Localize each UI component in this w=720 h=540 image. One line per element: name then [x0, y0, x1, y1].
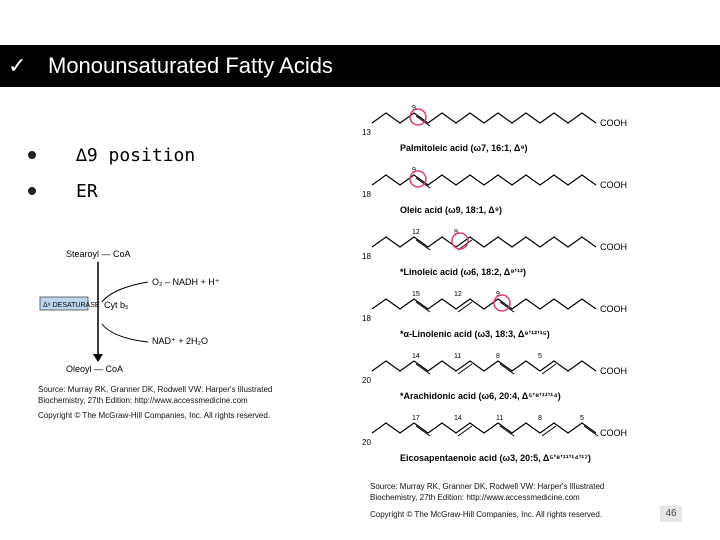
copyright-text: Copyright © The McGraw-Hill Companies, Inc. All rights reserved. — [38, 411, 271, 420]
fatty-acid-structures — [360, 95, 660, 475]
o2-arrow — [102, 282, 148, 302]
position-label: 14 — [412, 353, 420, 360]
carbon-number: 13 — [362, 128, 371, 137]
nad-label: NAD⁺ + 2H₂O — [152, 336, 209, 346]
source-citation: Source: Murray RK, Granner DK, Rodwell VW: Harper's Illustrated Biochemistry, 27th Edition: http://www.accessmedicine.com Copyright © The McGraw-Hill Companies, Inc. All rights reserved. — [370, 481, 660, 520]
carbon-number: 20 — [362, 438, 371, 447]
title-bar — [0, 45, 720, 87]
position-label: 14 — [454, 415, 462, 422]
bullet-dot-icon — [28, 151, 36, 159]
page-number: 46 — [660, 506, 682, 522]
fatty-acid-row — [362, 229, 627, 277]
fatty-acid-row — [362, 167, 627, 215]
fatty-acid-row — [362, 353, 627, 401]
carbon-number: 18 — [362, 190, 371, 199]
carbon-chain — [372, 361, 596, 371]
double-bond — [416, 302, 430, 312]
source-citation: Source: Murray RK, Granner DK, Rodwell VW: Harper's Illustrated Biochemistry, 27th Edition: http://www.accessmedicine.com Copyright © The McGraw-Hill Companies, Inc. All rights reserved. — [38, 384, 338, 421]
o2-nadh-label: O₂ – NADH + H⁺ — [152, 277, 220, 287]
double-bond — [458, 364, 472, 374]
oleoyl-label: Oleoyl — CoA — [66, 364, 124, 374]
desaturase-diagram — [38, 240, 338, 375]
double-bond — [416, 426, 430, 436]
bullet-text: ∆9 position — [76, 144, 196, 166]
desaturase-label: Δ⁹ DESATURASE — [43, 302, 100, 309]
checkmark-icon: ✓ — [8, 53, 27, 78]
bullet-dot-icon — [28, 187, 36, 195]
position-label: 11 — [454, 353, 462, 360]
cooh-label: COOH — [600, 118, 627, 128]
fatty-acid-name: Eicosapentaenoic acid (ω3, 20:5, Δ⁵ʼ⁸ʼ¹¹ʼ¹⁴ʼ¹⁷) — [400, 453, 591, 463]
cytb5-label: Cyt b₅ — [104, 300, 129, 310]
position-label: 12 — [412, 229, 420, 236]
fatty-acid-name: *Arachidonic acid (ω6, 20:4, Δ⁵ʼ⁸ʼ¹¹ʼ¹⁴) — [400, 391, 561, 401]
carbon-chain — [372, 113, 596, 123]
position-label: 9 — [454, 229, 458, 236]
cooh-label: COOH — [600, 366, 627, 376]
double-bond — [584, 426, 598, 436]
double-bond — [542, 364, 556, 374]
fatty-acids-figure — [360, 95, 660, 519]
bullet-item — [28, 137, 195, 173]
bullet-text: ER — [76, 180, 98, 202]
position-label: 5 — [538, 353, 542, 360]
fatty-acid-name: Oleic acid (ω9, 18:1, Δ⁹) — [400, 205, 503, 215]
position-label: 8 — [538, 415, 542, 422]
slide-title: Monounsaturated Fatty Acids — [48, 53, 333, 78]
position-label: 11 — [496, 415, 504, 422]
position-label: 12 — [454, 291, 462, 298]
arrowhead-icon — [93, 354, 103, 362]
position-label: 9 — [496, 291, 500, 298]
position-label: 9 — [412, 105, 416, 112]
bullet-item — [28, 173, 195, 209]
carbon-chain — [372, 299, 596, 309]
fatty-acid-row — [362, 415, 627, 463]
cooh-label: COOH — [600, 180, 627, 190]
carbon-number: 18 — [362, 252, 371, 261]
double-bond — [458, 426, 472, 436]
carbon-number: 18 — [362, 314, 371, 323]
position-label: 15 — [412, 291, 420, 298]
double-bond — [416, 240, 430, 250]
delta9-highlight — [452, 233, 468, 249]
carbon-number: 20 — [362, 376, 371, 385]
bullet-list — [28, 137, 195, 209]
stearoyl-label: Stearoyl — CoA — [66, 249, 131, 259]
double-bond — [458, 302, 472, 312]
carbon-chain — [372, 237, 596, 247]
double-bond — [542, 426, 556, 436]
fatty-acid-row — [362, 105, 627, 153]
nad-arrow — [102, 324, 148, 342]
cooh-label: COOH — [600, 304, 627, 314]
position-label: 9 — [412, 167, 416, 174]
fatty-acid-name: *Linoleic acid (ω6, 18:2, Δ⁹ʼ¹²) — [400, 267, 527, 277]
fatty-acid-name: Palmitoleic acid (ω7, 16:1, Δ⁹) — [400, 143, 528, 153]
position-label: 17 — [412, 415, 420, 422]
carbon-chain — [372, 175, 596, 185]
double-bond — [500, 364, 514, 374]
copyright-text: Copyright © The McGraw-Hill Companies, Inc. All rights reserved. — [370, 510, 603, 519]
fatty-acid-name: *α-Linolenic acid (ω3, 18:3, Δ⁹ʼ¹²ʼ¹⁵) — [400, 329, 550, 339]
cooh-label: COOH — [600, 242, 627, 252]
double-bond — [416, 364, 430, 374]
fatty-acid-row — [362, 291, 627, 339]
position-label: 8 — [496, 353, 500, 360]
double-bond — [500, 426, 514, 436]
position-label: 5 — [580, 415, 584, 422]
desaturase-figure — [38, 240, 338, 430]
carbon-chain — [372, 423, 596, 433]
cooh-label: COOH — [600, 428, 627, 438]
